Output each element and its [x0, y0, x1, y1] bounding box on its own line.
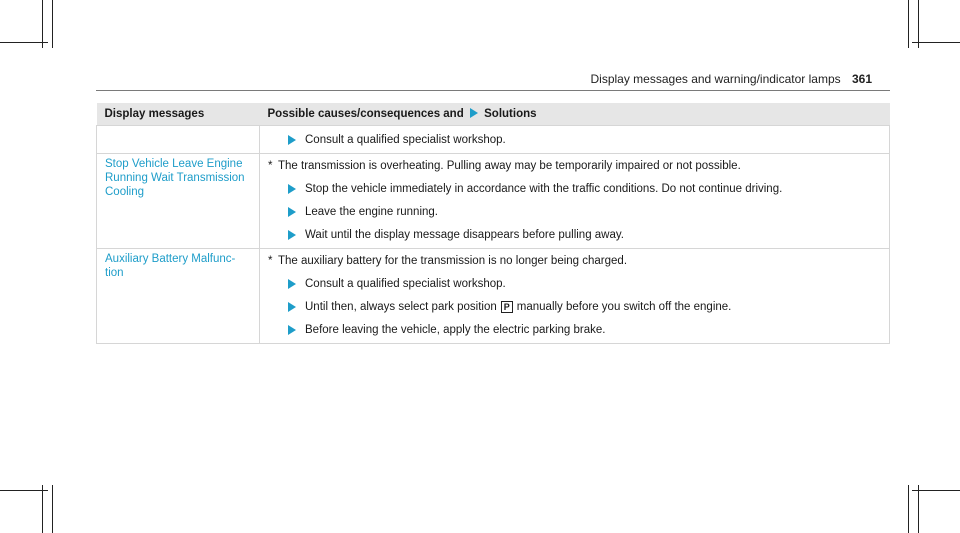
crop-mark: [908, 0, 909, 48]
display-messages-table: [96, 103, 890, 344]
solution-step: [268, 182, 881, 196]
crop-mark: [0, 490, 48, 491]
header-rule: [96, 90, 890, 91]
crop-mark: [42, 0, 43, 48]
arrow-icon: [288, 135, 296, 145]
crop-mark: [912, 490, 960, 491]
display-message-text: Auxiliary Battery Malfunc-tion: [105, 253, 236, 279]
solution-cell: [260, 126, 890, 154]
park-position-icon: P: [501, 301, 513, 313]
arrow-icon: [288, 279, 296, 289]
crop-mark: [42, 485, 43, 533]
note-text: The transmission is overheating. Pulling away may be temporarily impaired or not possible.: [278, 160, 741, 172]
step-text: Before leaving the vehicle, apply the electric parking brake.: [305, 324, 606, 336]
solution-step: [268, 133, 881, 147]
running-header: [591, 72, 873, 86]
step-text-post: manually before you switch off the engine.: [516, 301, 732, 313]
table-row: [97, 249, 890, 344]
table-header-row: [97, 103, 890, 126]
crop-mark: [52, 0, 53, 48]
col-header-solutions: [260, 103, 890, 126]
step-text: Leave the engine running.: [305, 206, 438, 218]
arrow-icon: [288, 184, 296, 194]
display-message-text: Stop Vehicle Leave Engine Running Wait Transmission Cooling: [105, 158, 245, 198]
solution-step: [268, 205, 881, 219]
solution-step: [268, 300, 881, 314]
col-header-solutions-text: Solutions: [484, 108, 537, 120]
note-text: The auxiliary battery for the transmission is no longer being charged.: [278, 255, 628, 267]
col-header-display-messages: Display messages: [97, 103, 260, 126]
crop-mark: [918, 0, 919, 48]
crop-mark: [912, 42, 960, 43]
cause-note: [268, 254, 881, 268]
arrow-icon: [288, 207, 296, 217]
col-header-causes-text: Possible causes/consequences and: [267, 108, 464, 120]
note-star: *: [268, 255, 273, 267]
step-text: Stop the vehicle immediately in accordance with the traffic conditions. Do not continue driving.: [305, 183, 783, 195]
message-cell: [97, 154, 260, 249]
note-star: *: [268, 160, 273, 172]
arrow-icon: [288, 325, 296, 335]
arrow-icon: [288, 230, 296, 240]
arrow-icon: [288, 302, 296, 312]
solution-step: [268, 228, 881, 242]
crop-mark: [918, 485, 919, 533]
crop-mark: [0, 42, 48, 43]
header-title: Display messages and warning/indicator lamps: [590, 72, 841, 86]
table-row: [97, 126, 890, 154]
solution-step: [268, 323, 881, 337]
step-text: Wait until the display message disappears before pulling away.: [305, 229, 624, 241]
step-text: Consult a qualified specialist workshop.: [305, 134, 506, 146]
message-cell: [97, 249, 260, 344]
crop-mark: [908, 485, 909, 533]
step-text-pre: Until then, always select park position: [305, 301, 497, 313]
crop-mark: [52, 485, 53, 533]
arrow-icon: [470, 108, 478, 118]
solution-step: [268, 277, 881, 291]
solution-cell: [260, 249, 890, 344]
table-row: [97, 154, 890, 249]
step-text: Consult a qualified specialist workshop.: [305, 278, 506, 290]
message-cell: [97, 126, 260, 154]
page-number: 361: [851, 72, 872, 86]
solution-cell: [260, 154, 890, 249]
cause-note: [268, 159, 881, 173]
